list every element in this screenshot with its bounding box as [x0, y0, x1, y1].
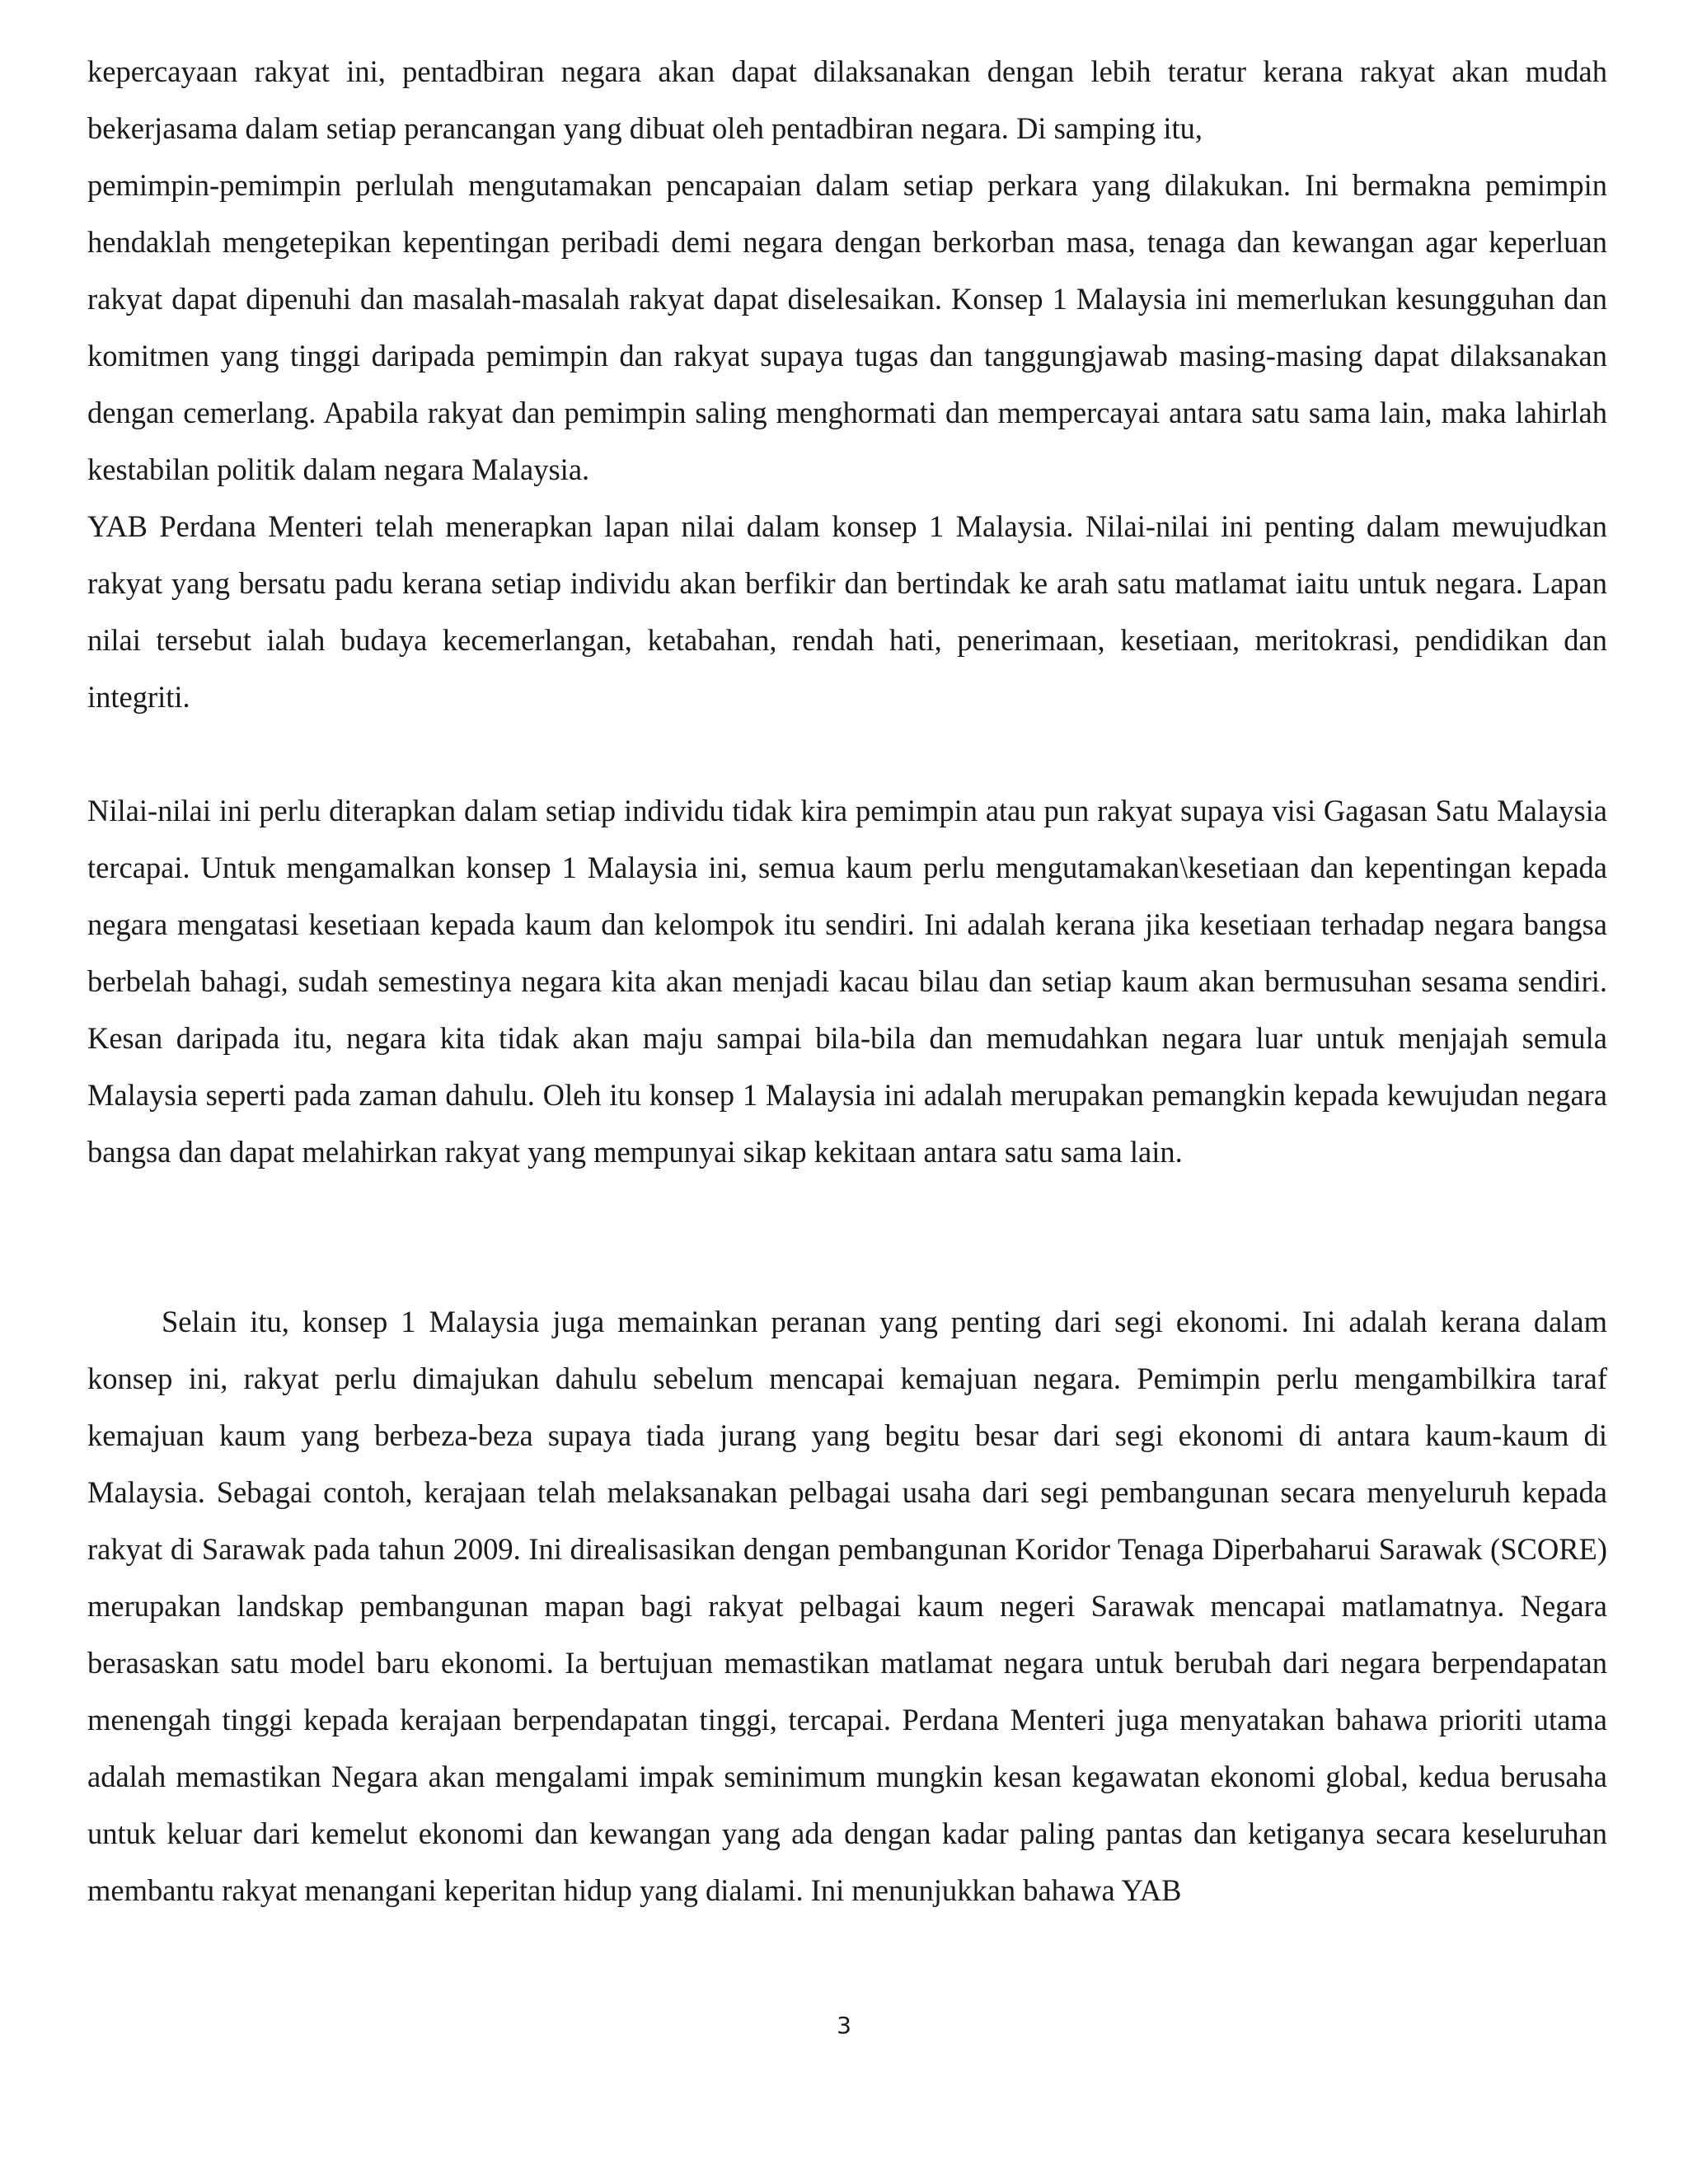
paragraph: kepercayaan rakyat ini, pentadbiran negara akan dapat dilaksanakan dengan lebih teratur kerana rakyat akan mudah bekerjasama dalam setiap perancangan yang dibuat oleh pentadbiran negara. Di samping itu,: [87, 54, 1607, 145]
body-text-section-1: [87, 43, 1607, 725]
body-text-section-2: [87, 782, 1607, 1180]
paragraph: YAB Perdana Menteri telah menerapkan lapan nilai dalam konsep 1 Malaysia. Nilai-nilai ini penting dalam mewujudkan rakyat yang bersatu padu kerana setiap individu akan berfikir dan bertindak ke arah satu matlamat iaitu untuk negara. Lapan nilai tersebut ialah budaya kecemerlangan, ketabahan, rendah hati, penerimaan, kesetiaan, meritokrasi, pendidikan dan integriti.: [87, 509, 1607, 714]
paragraph: Selain itu, konsep 1 Malaysia juga memainkan peranan yang penting dari segi ekonomi. Ini adalah kerana dalam konsep ini, rakyat perlu dimajukan dahulu sebelum mencapai kemajuan negara. Pemimpin perlu mengambilkira taraf kemajuan kaum yang berbeza-beza supaya tiada jurang yang begitu besar dari segi ekonomi di antara kaum-kaum di Malaysia. Sebagai contoh, kerajaan telah melaksanakan pelbagai usaha dari segi pembangunan secara menyeluruh kepada rakyat di Sarawak pada tahun 2009. Ini direalisasikan dengan pembangunan Koridor Tenaga Diperbaharui Sarawak (SCORE) merupakan landskap pembangunan mapan bagi rakyat pelbagai kaum negeri Sarawak mencapai matlamatnya. Negara berasaskan satu model baru ekonomi. Ia bertujuan memastikan matlamat negara untuk berubah dari negara berpendapatan menengah tinggi kepada kerajaan berpendapatan tinggi, tercapai. Perdana Menteri juga menyatakan bahawa prioriti utama adalah memastikan Negara akan mengalami impak seminimum mungkin kesan kegawatan ekonomi global, kedua berusaha untuk keluar dari kemelut ekonomi dan kewangan yang ada dengan kadar paling pantas dan ketiganya secara keseluruhan membantu rakyat menangani keperitan hidup yang dialami. Ini menunjukkan bahawa YAB: [87, 1305, 1607, 1907]
paragraph: Nilai-nilai ini perlu diterapkan dalam setiap individu tidak kira pemimpin atau pun rakyat supaya visi Gagasan Satu Malaysia tercapai. Untuk mengamalkan konsep 1 Malaysia ini, semua kaum perlu mengutamakan\kesetiaan dan kepentingan kepada negara mengatasi kesetiaan kepada kaum dan kelompok itu sendiri. Ini adalah kerana jika kesetiaan terhadap negara bangsa berbelah bahagi, sudah semestinya negara kita akan menjadi kacau bilau dan setiap kaum akan bermusuhan sesama sendiri. Kesan daripada itu, negara kita tidak akan maju sampai bila-bila dan memudahkan negara luar untuk menjajah semula Malaysia seperti pada zaman dahulu. Oleh itu konsep 1 Malaysia ini adalah merupakan pemangkin kepada kewujudan negara bangsa dan dapat melahirkan rakyat yang mempunyai sikap kekitaan antara satu sama lain.: [87, 794, 1607, 1169]
body-text-section-3: [87, 1293, 1607, 1919]
page-number: 3: [837, 2012, 851, 2039]
paragraph: pemimpin-pemimpin perlulah mengutamakan pencapaian dalam setiap perkara yang dilakukan. Ini bermakna pemimpin hendaklah mengetepikan kepentingan peribadi demi negara dengan berkorban masa, tenaga dan kewangan agar keperluan rakyat dapat dipenuhi dan masalah-masalah rakyat dapat diselesaikan. Konsep 1 Malaysia ini memerlukan kesungguhan dan komitmen yang tinggi daripada pemimpin dan rakyat supaya tugas dan tanggungjawab masing-masing dapat dilaksanakan dengan cemerlang. Apabila rakyat dan pemimpin saling menghormati dan mempercayai antara satu sama lain, maka lahirlah kestabilan politik dalam negara Malaysia.: [87, 168, 1607, 486]
